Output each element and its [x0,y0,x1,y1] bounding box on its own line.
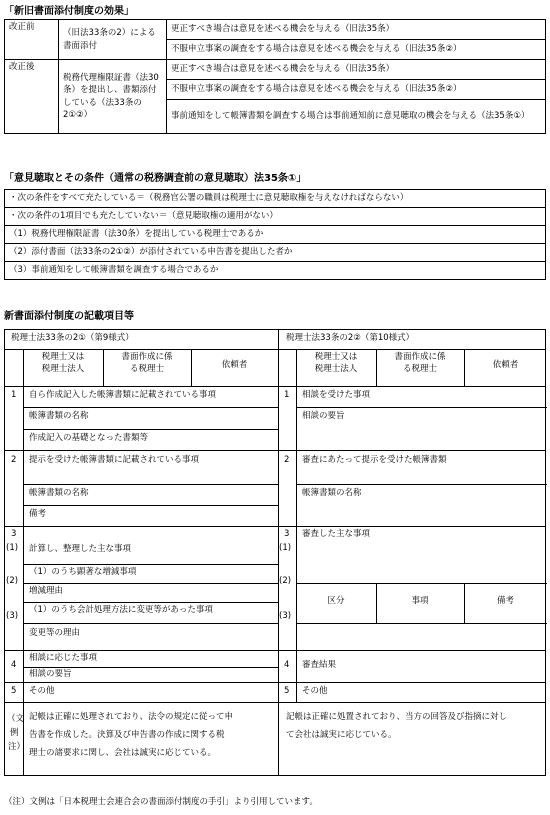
left-row4-item: 相談の要旨 [29,669,72,679]
left-row1-item: 帳簿書類の名称 [29,411,89,421]
conditions-table [4,189,546,280]
effects-table [4,19,546,134]
row-marker: (3) [279,611,292,621]
row-number: 3 [284,529,290,539]
left-row2-item: 帳簿書類の名称 [29,488,89,498]
left-row2-item: 提示を受けた帳簿書類に記載されている事項 [29,455,200,465]
sub-header-tax-accountant: 税理士又は税理士法人 [41,352,85,374]
left-example-text: 記帳は正確に処理されており、法令の規定に従って申 [29,712,234,722]
row-number: 4 [11,660,17,670]
left-row5-item: その他 [29,686,55,696]
left-example-text: 理士の諸要求に関し、会社は誠実に応じている。 [29,748,217,758]
row-marker: (2) [279,576,292,586]
row-number: 2 [11,455,17,465]
right-row1-item: 相談を受けた事項 [302,390,371,400]
after-label: 改正後 [5,60,59,134]
after-effect: 不服申立事案の調査をする場合は意見を述べる機会を与える（旧法35条②） [167,80,546,100]
row-marker: (1) [279,543,292,553]
left-example-text: 告書を作成した。決算及び申告書の作成に関する税 [29,730,225,740]
right-row5-item: その他 [302,686,328,696]
after-effect: 更正すべき場合は意見を述べる機会を与える（旧法35条） [167,60,546,80]
row-number: 1 [11,390,17,400]
sub-header-preparer: 書面作成に係る税理士 [121,352,173,374]
row-number: 1 [284,390,290,400]
row-number: 5 [284,686,290,696]
before-effect: 更正すべき場合は意見を述べる機会を与える（旧法35条） [167,20,546,40]
left-row4-item: 相談に応じた事項 [29,653,98,663]
row-marker: (1) [6,543,19,553]
footnote: （注）文例は「日本税理士会連合会の書面添付制度の手引」より引用しています。 [4,797,318,807]
sub-header-preparer: 書面作成に係る税理士 [394,352,446,374]
right-example-text: 記帳は正確に処置されており、当方の回答及び指摘に対し [286,712,508,722]
left-row3-item: （1）のうち顕著な増減事項 [29,567,137,577]
example-label: 注） [8,742,26,752]
right-row2-item: 審査にあたって提示を受けた帳簿書類 [302,455,447,465]
before-desc: （旧法33条の2）による書面添付 [59,20,167,60]
sub-header-tax-accountant: 税理士又は税理士法人 [314,352,358,374]
row-number: 3 [11,529,17,539]
row-marker: (3) [6,611,19,621]
sub-header-client: 依頼者 [221,360,248,370]
condition-line: ・次の条件の1項目でも充たしていない＝（意見聴取権の適用がない） [5,208,546,226]
right-form-header: 税理士法33条の2②（第10様式） [286,333,415,343]
left-form-header: 税理士法33条の2①（第9様式） [11,333,134,343]
section1-title: 「新旧書面添付制度の効果」 [4,6,134,17]
row-number: 5 [11,686,17,696]
col-notes: 備考 [496,596,514,606]
left-row3-item: 計算し、整理した主な事項 [29,544,132,554]
condition-line: （1）税務代理権限証書（法30条）を提出している税理士であるか [5,226,546,244]
example-label: 例 [10,728,19,738]
left-row2-item: 備考 [29,509,47,519]
before-label: 改正前 [5,20,59,60]
row-number: 4 [284,660,290,670]
left-row1-item: 作成記入の基礎となった書類等 [29,433,149,443]
row-marker: (2) [6,576,19,586]
right-example-text: て会社は誠実に応じている。 [286,730,397,740]
condition-line: （2）添付書面（法33条の2①②）が添付されている申告書を提出した者か [5,244,546,262]
condition-line: （3）事前通知をして帳簿書類を調査する場合であるか [5,262,546,280]
forms-table [4,329,546,776]
right-row3-title: 審査した主な事項 [302,529,371,539]
row-number: 2 [284,455,290,465]
left-row3-item: 増減理由 [29,586,64,596]
right-row4-item: 審査結果 [302,660,337,670]
right-row2-item: 帳簿書類の名称 [302,488,362,498]
col-matter: 事項 [411,596,429,606]
left-row3-item: （1）のうち会計処理方法に変更等があった事項 [29,605,213,615]
left-row1-item: 自ら作成記入した帳簿書類に記載されている事項 [29,390,217,400]
right-row1-item: 相談の要旨 [302,411,345,421]
before-effect: 不服申立事案の調査をする場合は意見を述べる機会を与える（旧法35条②） [167,40,546,60]
example-label: （文 [7,714,25,724]
section3-title: 新書面添付制度の記載項目等 [4,311,134,322]
left-row3-item: 変更等の理由 [29,628,81,638]
section2-title: 「意見聴取とその条件（通常の税務調査前の意見聴取）法35条①」 [4,173,307,184]
col-category: 区分 [327,596,345,606]
after-desc: 税務代理権限証書（法30条）を提出し、書類添付している（法33条の2①②） [59,60,167,134]
condition-line: ・次の条件をすべて充たしている＝（税務官公署の職員は税理士に意見聴取権を与えなければならない） [5,190,546,208]
after-effect: 事前通知をして帳簿書類を調査する場合は事前通知前に意見聴取の機会を与える（法35条①） [167,100,546,134]
sub-header-client: 依頼者 [492,360,519,370]
